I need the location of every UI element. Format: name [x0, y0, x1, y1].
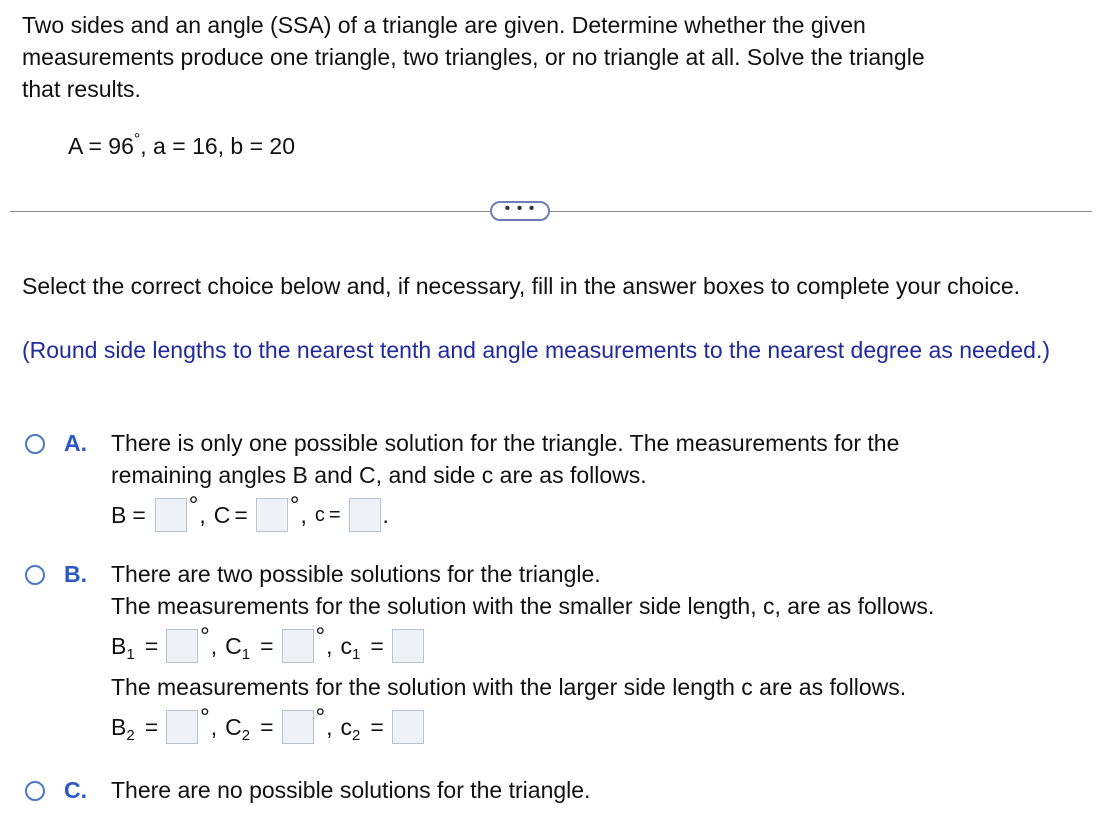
- rounding-hint: (Round side lengths to the nearest tenth and angle measurements to the nearest degree as needed.): [22, 337, 1051, 363]
- choice-a-letter: A.: [64, 430, 87, 456]
- choice-a-line-1: There is only one possible solution for the triangle. The measurements for the: [111, 430, 900, 456]
- choice-b-line-3: The measurements for the solution with the larger side length c are as follows.: [111, 674, 907, 700]
- choice-c-letter: C.: [64, 777, 87, 803]
- choice-b-angle-c2-input[interactable]: [282, 710, 314, 744]
- choice-a-angle-b-input[interactable]: [155, 498, 187, 532]
- choice-a-angle-c-input[interactable]: [256, 498, 288, 532]
- choice-a-side-c-input[interactable]: [349, 498, 381, 532]
- choice-b-angle-b2-input[interactable]: [166, 710, 198, 744]
- choice-b-line-2: The measurements for the solution with the smaller side length, c, are as follows.: [111, 593, 935, 619]
- choice-a-line-2: remaining angles B and C, and side c are as follows.: [111, 462, 647, 488]
- choice-b-angle-b1-input[interactable]: [166, 629, 198, 663]
- choice-a-radio[interactable]: [25, 434, 45, 454]
- choice-b-solution-2-row: B 2 = ° , C 2 = ° , c 2 =: [111, 707, 424, 747]
- question-line-3: that results.: [22, 76, 141, 102]
- choice-b-letter: B.: [64, 561, 87, 587]
- choice-b-side-c2-input[interactable]: [392, 710, 424, 744]
- choice-c-radio[interactable]: [25, 781, 45, 801]
- choice-c-line-1: There are no possible solutions for the triangle.: [111, 777, 591, 803]
- choice-b-side-c1-input[interactable]: [392, 629, 424, 663]
- choice-b-angle-c1-input[interactable]: [282, 629, 314, 663]
- divider: [10, 211, 1092, 212]
- instruction-text: Select the correct choice below and, if necessary, fill in the answer boxes to complete your choice.: [22, 273, 1021, 299]
- question-line-1: Two sides and an angle (SSA) of a triangle are given. Determine whether the given: [22, 12, 866, 38]
- given-values: A = 96°, a = 16, b = 20: [68, 131, 296, 159]
- choice-b-line-1: There are two possible solutions for the triangle.: [111, 561, 601, 587]
- choice-b-radio[interactable]: [25, 565, 45, 585]
- choice-a-answer-row: B = ° , C = ° , c = .: [111, 495, 389, 535]
- more-button[interactable]: • • •: [490, 201, 550, 221]
- question-line-2: measurements produce one triangle, two triangles, or no triangle at all. Solve the triangle: [22, 44, 925, 70]
- choice-b-solution-1-row: B 1 = ° , C 1 = ° , c 1 =: [111, 626, 424, 666]
